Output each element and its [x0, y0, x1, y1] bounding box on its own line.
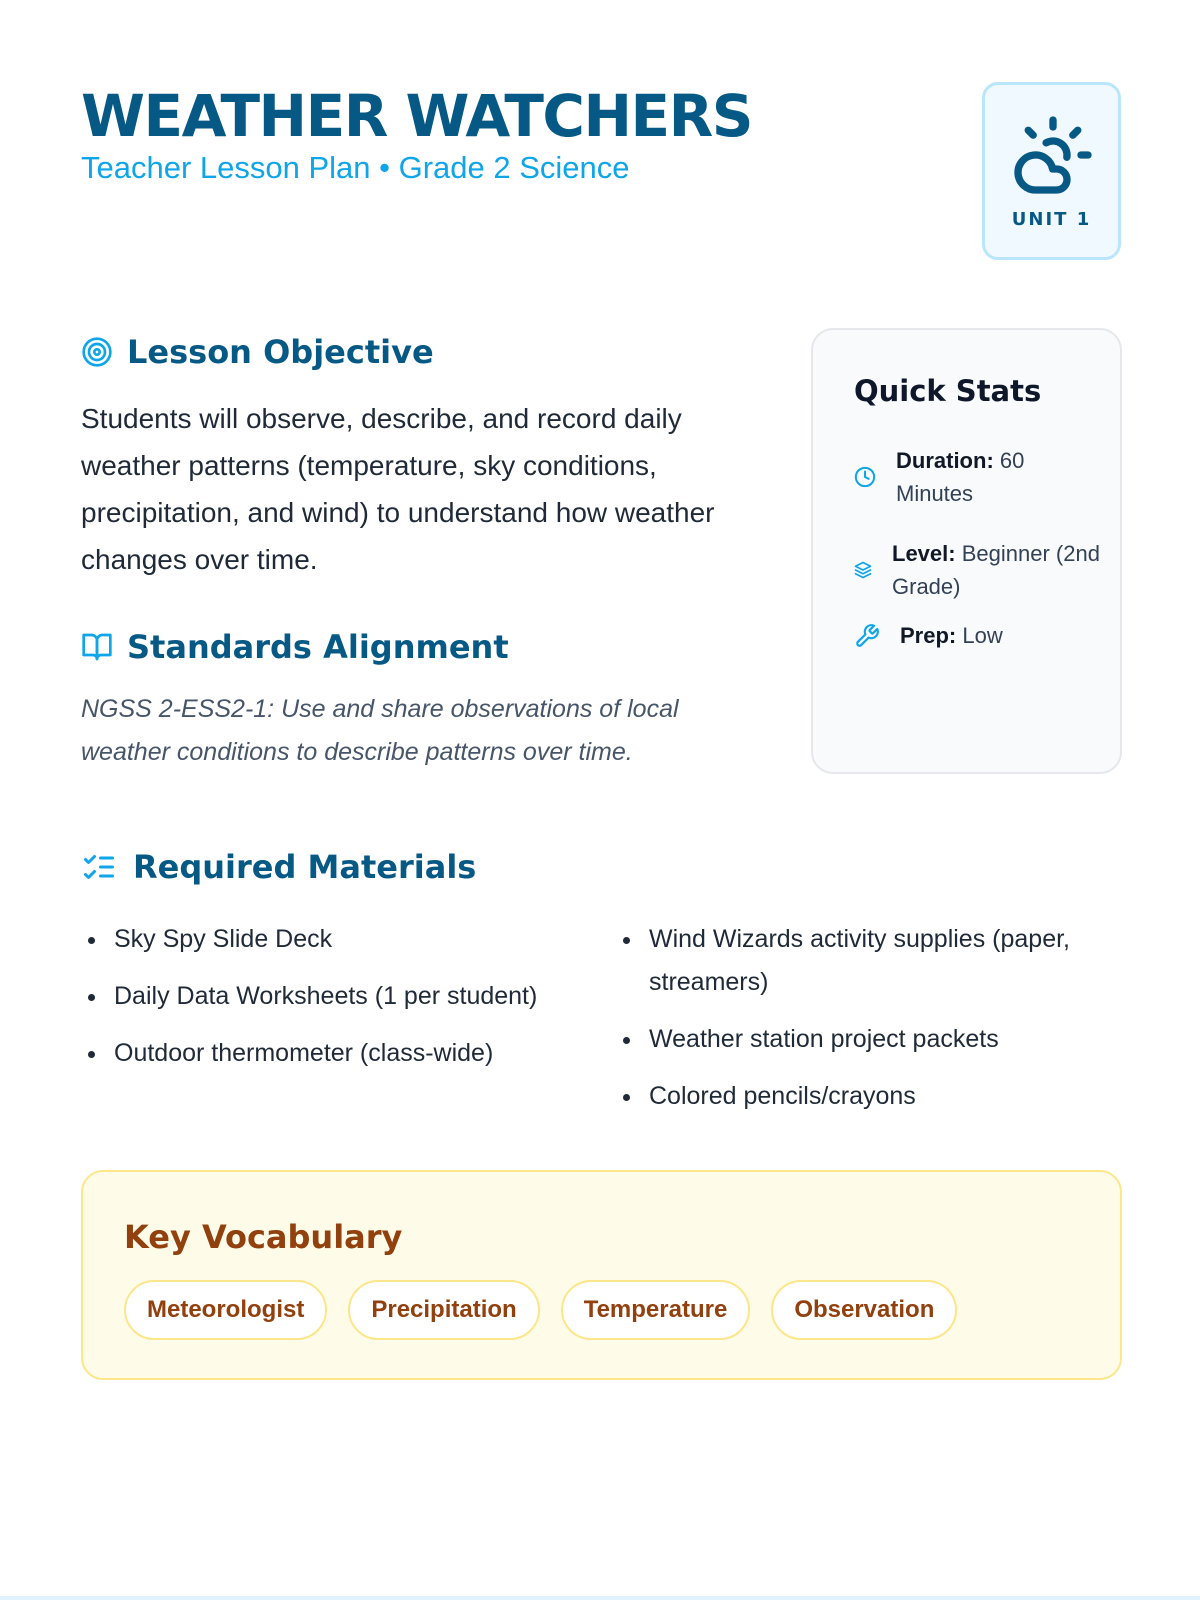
stat-level-value: Beginner (2nd Grade) [892, 541, 1100, 599]
wrench-icon [854, 623, 880, 649]
objective-text: Students will observe, describe, and record daily weather patterns (temperature, sky conditions, precipitation, and wind) to understand how weather changes over time. [81, 403, 715, 575]
materials-left-column [81, 918, 591, 1089]
standards-heading-text: Standards Alignment [127, 628, 509, 666]
unit-badge [982, 82, 1121, 260]
vocab-term: Precipitation [348, 1280, 539, 1340]
list-item: Colored pencils/crayons [616, 1075, 1126, 1118]
target-icon [81, 336, 113, 368]
vocab-term: Temperature [561, 1280, 751, 1340]
materials-heading-text: Required Materials [133, 848, 477, 886]
stat-prep-text [900, 619, 1003, 652]
list-item: Weather station project packets [616, 1018, 1126, 1061]
objective-heading [81, 333, 434, 371]
book-open-icon [81, 631, 113, 663]
stat-duration [854, 444, 1104, 510]
vocab-term: Observation [771, 1280, 957, 1340]
list-item: Daily Data Worksheets (1 per student) [81, 975, 591, 1018]
unit-label: UNIT 1 [1011, 209, 1092, 230]
vocabulary-heading: Key Vocabulary [124, 1218, 403, 1256]
clock-icon [854, 466, 876, 488]
materials-right-column [616, 918, 1126, 1132]
quick-stats-title: Quick Stats [854, 374, 1042, 408]
objective-heading-text: Lesson Objective [127, 333, 434, 371]
page-title: WEATHER WATCHERS [81, 82, 753, 150]
list-item: Sky Spy Slide Deck [81, 918, 591, 961]
vocabulary-box [81, 1170, 1122, 1380]
list-checks-icon [81, 849, 117, 885]
vocab-term: Meteorologist [124, 1280, 327, 1340]
stat-duration-value: 60 Minutes [896, 448, 1025, 506]
vocabulary-terms [124, 1280, 957, 1340]
standards-heading [81, 628, 509, 666]
stat-level-label: Level: [892, 541, 956, 566]
layers-icon [854, 561, 872, 579]
standards-text: NGSS 2-ESS2-1: Use and share observations of local weather conditions to describe patterns over time. [81, 695, 679, 766]
stat-level [854, 537, 1104, 603]
stat-prep-value: Low [962, 623, 1003, 648]
materials-heading [81, 848, 476, 886]
list-item: Wind Wizards activity supplies (paper, streamers) [616, 918, 1126, 1004]
stat-duration-text [896, 444, 1104, 510]
quick-stats-card [811, 328, 1122, 774]
cloud-sun-icon [1011, 113, 1095, 197]
stat-prep-label: Prep: [900, 623, 957, 648]
page-subtitle: Teacher Lesson Plan • Grade 2 Science [81, 150, 630, 185]
list-item: Outdoor thermometer (class-wide) [81, 1032, 591, 1075]
stat-duration-label: Duration: [896, 448, 994, 473]
stat-level-text [892, 537, 1104, 603]
bottom-divider [0, 1596, 1200, 1600]
stat-prep [854, 619, 1104, 652]
